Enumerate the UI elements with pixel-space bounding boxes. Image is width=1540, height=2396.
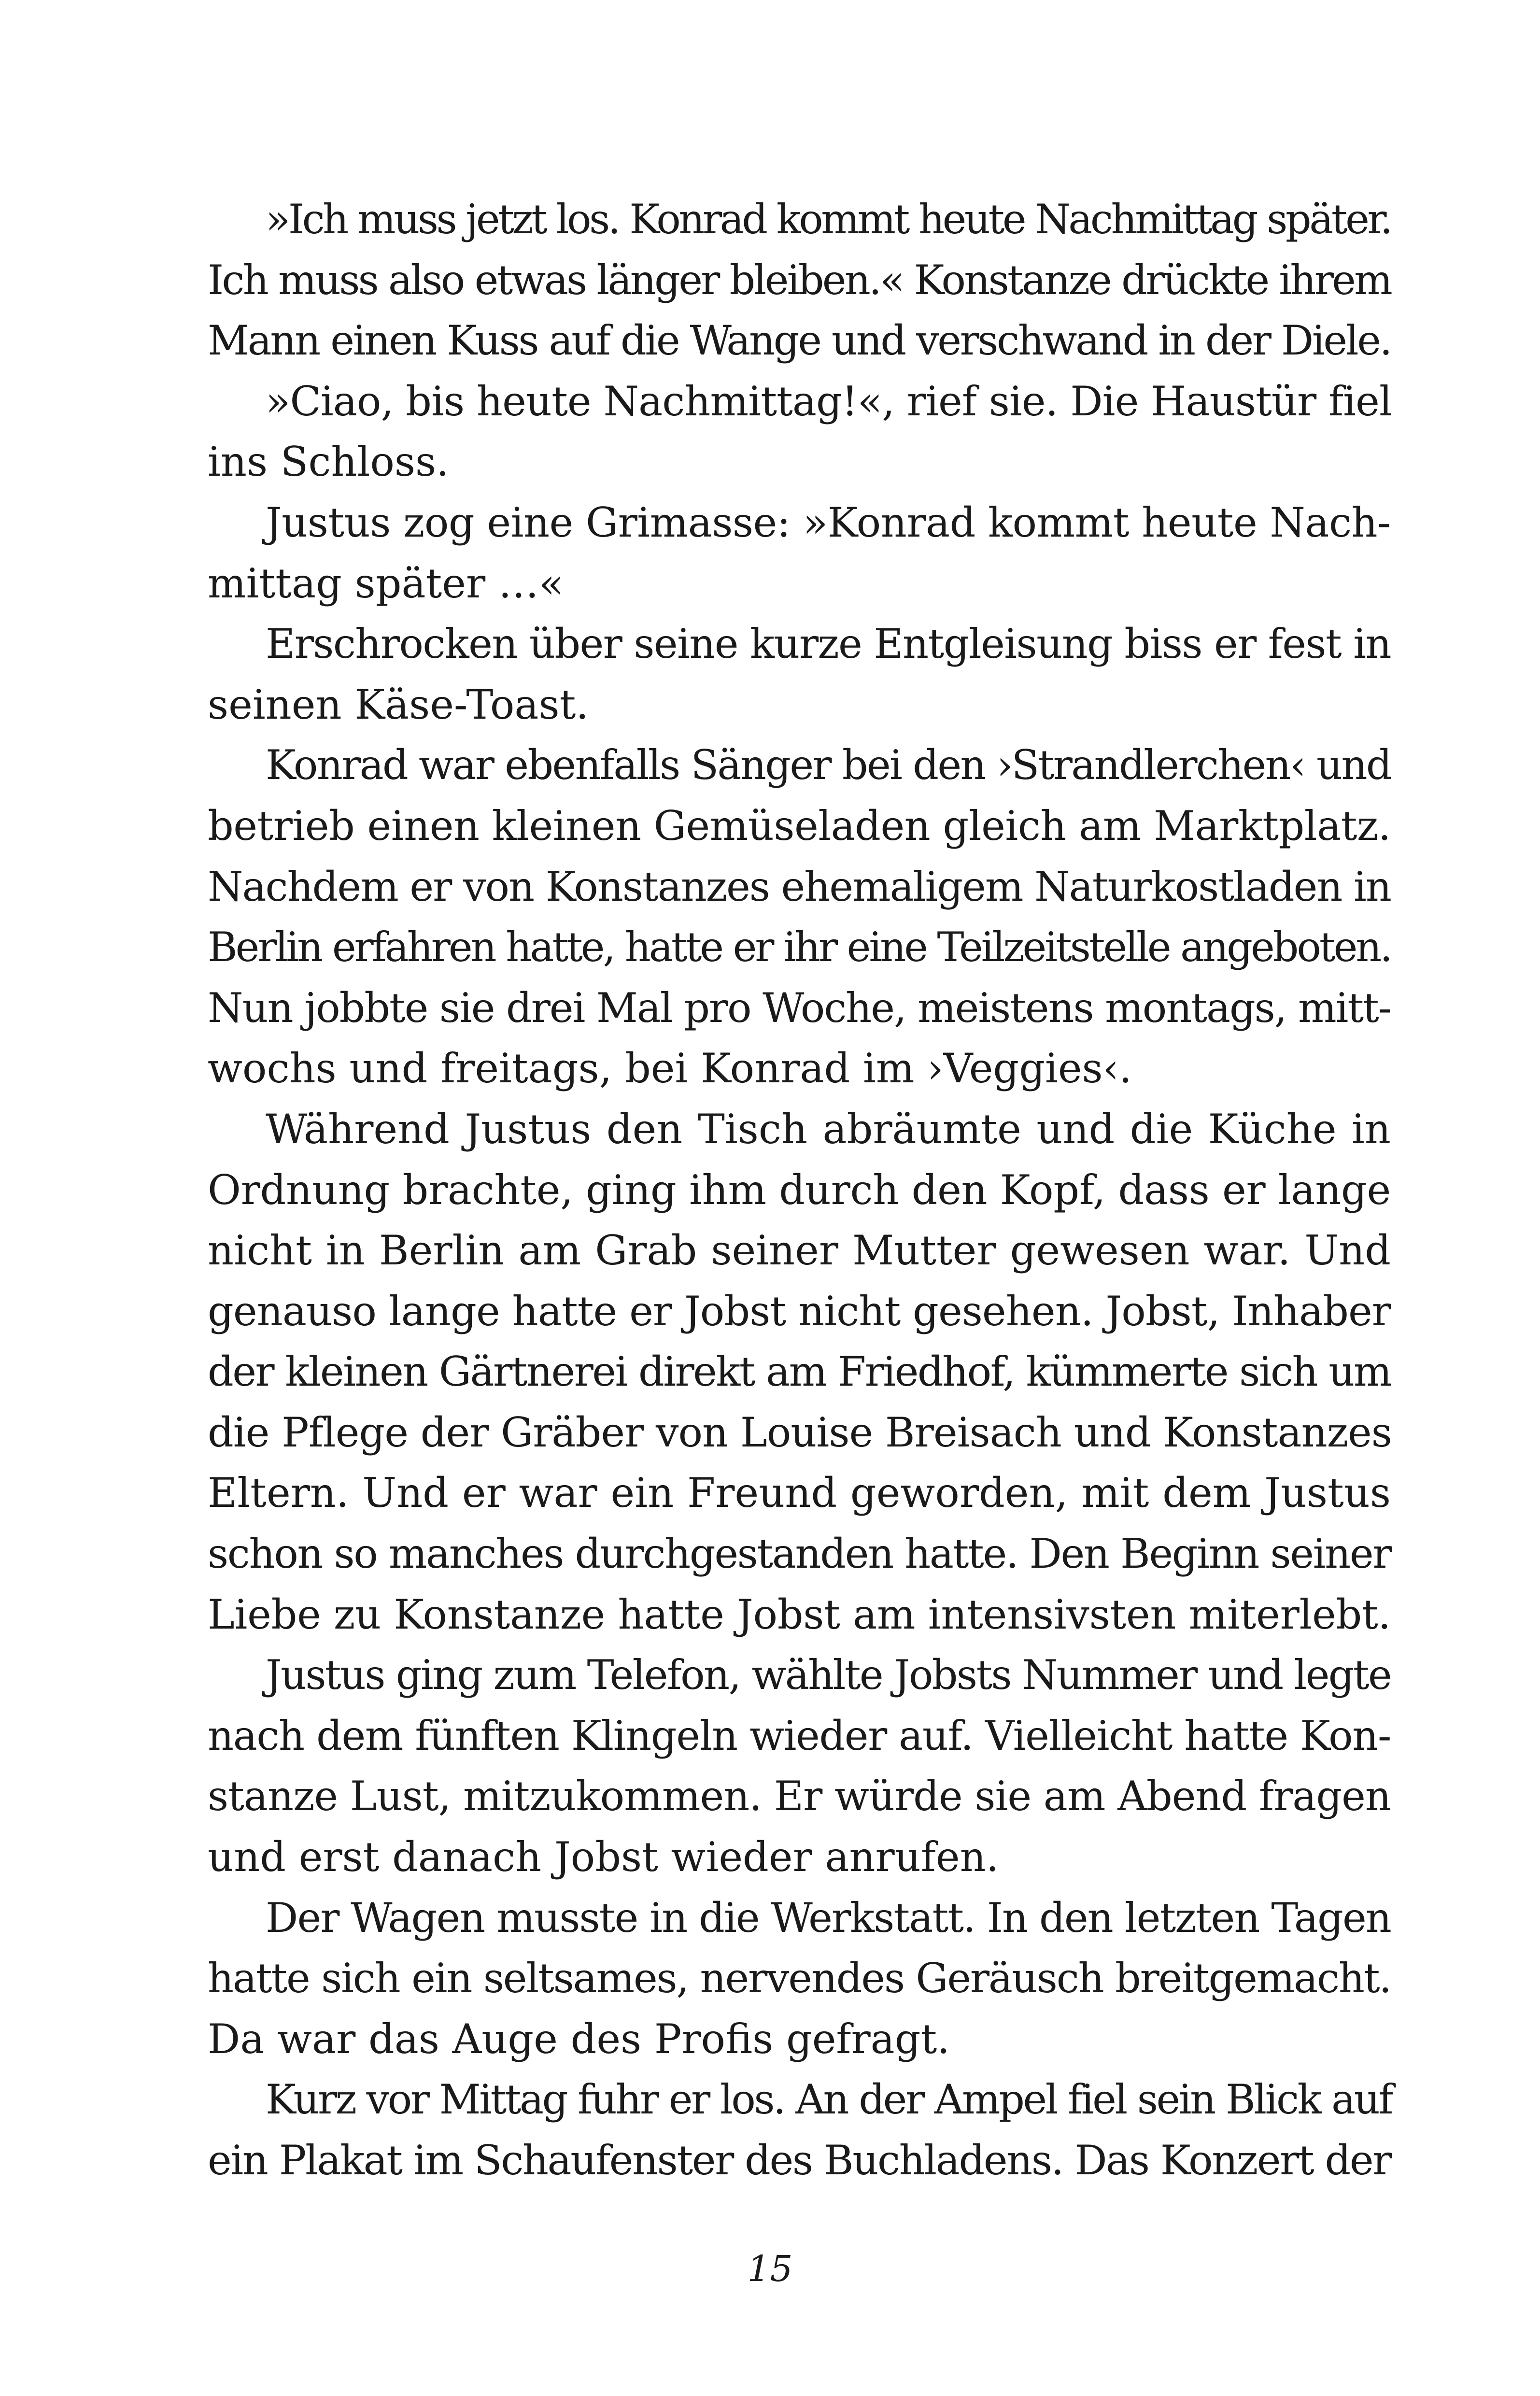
- text-line: Justus zog eine Grimasse: »Konrad kommt heute Nach-: [266, 498, 1391, 546]
- text-line: seinen Käse-Toast.: [208, 681, 589, 728]
- text-line: ins Schloss.: [208, 438, 449, 486]
- text-line: Der Wagen musste in die Werkstatt. In den letzten Tagen: [266, 1894, 1391, 1942]
- text-line: »Ich muss jetzt los. Konrad kommt heute Nachmittag später.: [266, 196, 1391, 243]
- text-line: Konrad war ebenfalls Sänger bei den ›Strandlerchen‹ und: [266, 741, 1391, 789]
- text-line: Erschrocken über seine kurze Entgleisung biss er fest in: [266, 620, 1391, 668]
- text-line: schon so manches durchgestanden hatte. Den Beginn seiner: [208, 1530, 1391, 1578]
- text-line: Nun jobbte sie drei Mal pro Woche, meistens montags, mitt-: [208, 984, 1391, 1032]
- body-text: [208, 189, 1391, 2191]
- text-line: Da war das Auge des Profis gefragt.: [208, 2015, 950, 2063]
- text-line: Liebe zu Konstanze hatte Jobst am intensivsten miterlebt.: [208, 1590, 1391, 1638]
- text-line: genauso lange hatte er Jobst nicht gesehen. Jobst, Inhaber: [208, 1287, 1391, 1335]
- text-line: Eltern. Und er war ein Freund geworden, mit dem Justus: [208, 1469, 1391, 1517]
- text-line: Während Justus den Tisch abräumte und die Küche in: [266, 1105, 1391, 1153]
- text-line: nicht in Berlin am Grab seiner Mutter gewesen war. Und: [208, 1227, 1391, 1275]
- text-line: der kleinen Gärtnerei direkt am Friedhof, kümmerte sich um: [208, 1348, 1391, 1396]
- text-line: Berlin erfahren hatte, hatte er ihr eine Teilzeitstelle angeboten.: [208, 923, 1391, 971]
- text-line: stanze Lust, mitzukommen. Er würde sie am Abend fragen: [208, 1772, 1391, 1820]
- text-line: Justus ging zum Telefon, wählte Jobsts Nummer und legte: [266, 1651, 1391, 1699]
- text-line: hatte sich ein seltsames, nervendes Geräusch breitgemacht.: [208, 1955, 1391, 2002]
- text-line: »Ciao, bis heute Nachmittag!«, rief sie. Die Haustür fiel: [266, 377, 1392, 425]
- page-number: 15: [747, 2248, 793, 2290]
- text-line: und erst danach Jobst wieder anrufen.: [208, 1833, 999, 1881]
- text-line: ein Plakat im Schaufenster des Buchladens. Das Konzert der: [208, 2137, 1391, 2184]
- text-line: mittag später …«: [208, 559, 564, 607]
- text-line: Ich muss also etwas länger bleiben.« Konstanze drückte ihrem: [208, 256, 1391, 304]
- text-line: Kurz vor Mittag fuhr er los. An der Ampel fiel sein Blick auf: [266, 2076, 1392, 2124]
- text-line: Nachdem er von Konstanzes ehemaligem Naturkostladen in: [208, 863, 1391, 910]
- text-line: nach dem fünften Klingeln wieder auf. Vielleicht hatte Kon-: [208, 1712, 1391, 1759]
- text-line: die Pflege der Gräber von Louise Breisach und Konstanzes: [208, 1408, 1392, 1456]
- text-line: Mann einen Kuss auf die Wange und verschwand in der Diele.: [208, 317, 1391, 365]
- text-line: Ordnung brachte, ging ihm durch den Kopf, dass er lange: [208, 1166, 1391, 1214]
- text-line: betrieb einen kleinen Gemüseladen gleich am Marktplatz.: [208, 802, 1391, 850]
- text-line: wochs und freitags, bei Konrad im ›Veggies‹.: [208, 1045, 1132, 1092]
